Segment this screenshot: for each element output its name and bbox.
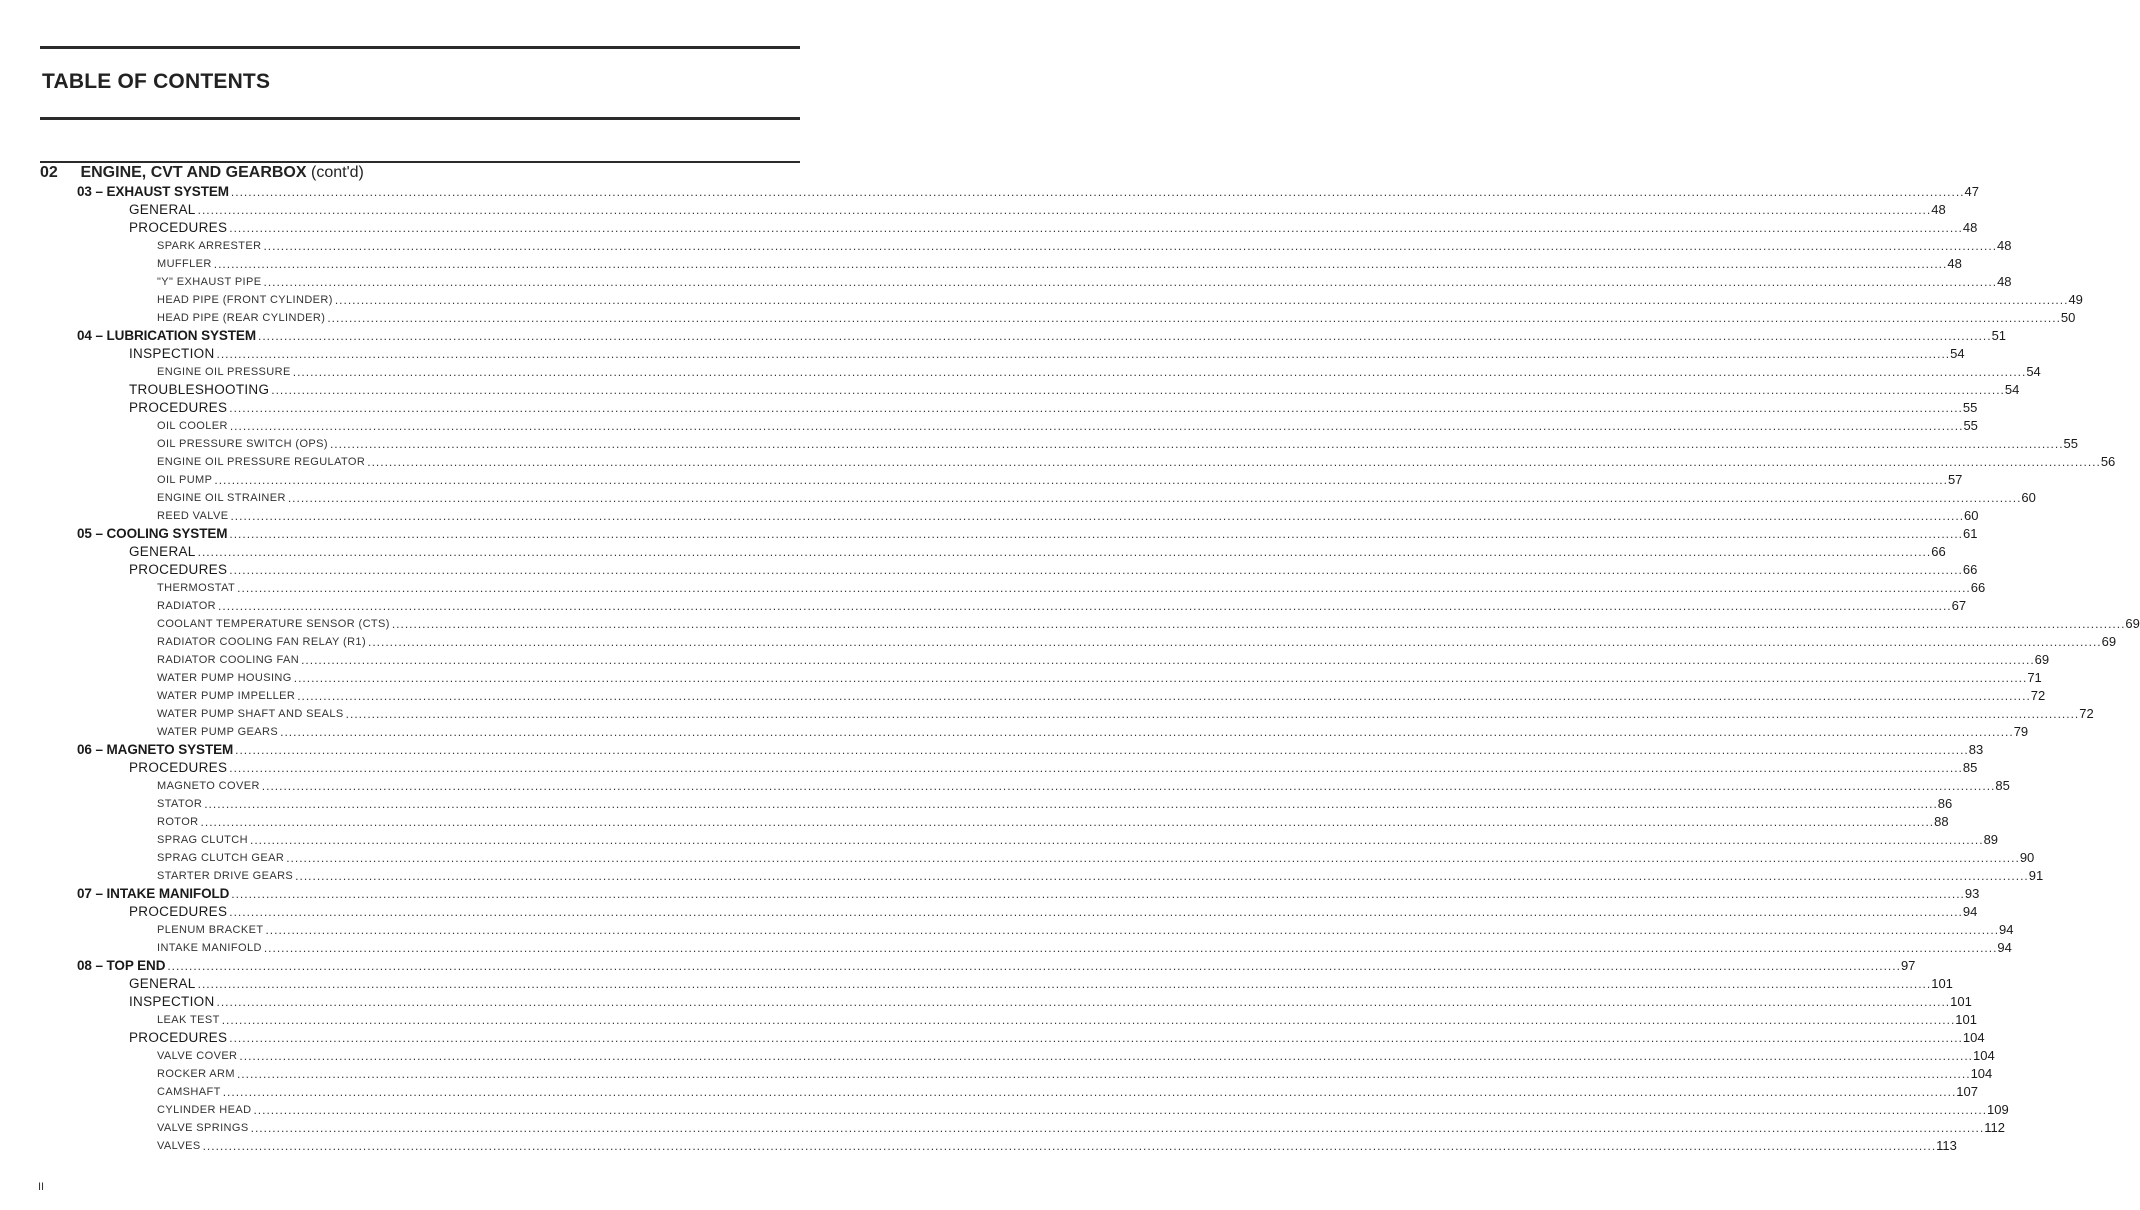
toc-leader-dots: ................................................................................................................................................................................................................................................................................................................................................................................................................: [249, 833, 1984, 847]
toc-leader-dots: ................................................................................................................................................................................................................................................................................................................................................................................................................: [236, 1067, 1971, 1081]
toc-entry-label: HEAD PIPE (REAR CYLINDER): [157, 309, 327, 327]
toc-entry-label: SPRAG CLUTCH GEAR: [157, 849, 286, 867]
toc-leader-dots: ................................................................................................................................................................................................................................................................................................................................................................................................................: [237, 581, 1971, 595]
toc-entry[interactable]: [0, 381, 2020, 399]
toc-entry-label: WATER PUMP IMPELLER: [157, 687, 297, 705]
toc-entry-label: PROCEDURES: [129, 1030, 228, 1045]
toc-leader-dots: ................................................................................................................................................................................................................................................................................................................................................................................................................: [265, 923, 2000, 937]
toc-entry[interactable]: [0, 723, 2029, 741]
toc-leader-dots: ................................................................................................................................................................................................................................................................................................................................................................................................................: [253, 1103, 1988, 1117]
toc-entry[interactable]: [0, 543, 1946, 561]
toc-entry-page: 57: [1947, 472, 1963, 487]
toc-entry-label: 08 – TOP END: [77, 958, 166, 973]
toc-entry-page: 67: [1951, 598, 1967, 613]
toc-entry[interactable]: [0, 993, 1972, 1011]
toc-entry-page: 94: [1999, 922, 2014, 937]
toc-leader-dots: ................................................................................................................................................................................................................................................................................................................................................................................................................: [229, 527, 1963, 541]
toc-entry-label: PROCEDURES: [129, 760, 228, 775]
toc-entry[interactable]: [0, 831, 1999, 849]
toc-leader-dots: ................................................................................................................................................................................................................................................................................................................................................................................................................: [280, 725, 2014, 739]
toc-entry-page: 66: [1931, 544, 1946, 559]
toc-entry-label: STATOR: [157, 795, 204, 813]
toc-entry[interactable]: [0, 633, 2117, 651]
toc-leader-dots: ................................................................................................................................................................................................................................................................................................................................................................................................................: [263, 275, 1998, 289]
toc-leader-dots: ................................................................................................................................................................................................................................................................................................................................................................................................................: [216, 347, 1951, 361]
toc-entry-label: WATER PUMP SHAFT AND SEALS: [157, 705, 346, 723]
toc-leader-dots: ................................................................................................................................................................................................................................................................................................................................................................................................................: [368, 635, 2102, 649]
toc-entry-label: ENGINE OIL PRESSURE: [157, 363, 293, 381]
toc-entry[interactable]: [0, 705, 2094, 723]
toc-entry[interactable]: [0, 291, 2083, 309]
toc-leader-dots: ................................................................................................................................................................................................................................................................................................................................................................................................................: [263, 941, 1998, 955]
toc-entry-page: 54: [2004, 382, 2020, 397]
toc-entry-page: 51: [1991, 328, 2007, 343]
toc-entry-label: RADIATOR COOLING FAN: [157, 651, 301, 669]
toc-leader-dots: ................................................................................................................................................................................................................................................................................................................................................................................................................: [287, 491, 2022, 505]
toc-entry[interactable]: [0, 759, 1978, 777]
toc-entry-label: VALVE COVER: [157, 1047, 239, 1065]
toc-entry[interactable]: [0, 1119, 2005, 1137]
top-rule: [40, 46, 800, 49]
toc-entry-page: 79: [2013, 724, 2029, 739]
toc-leader-dots: ................................................................................................................................................................................................................................................................................................................................................................................................................: [391, 617, 2126, 631]
toc-leader-dots: ................................................................................................................................................................................................................................................................................................................................................................................................................: [334, 293, 2069, 307]
toc-leader-dots: ................................................................................................................................................................................................................................................................................................................................................................................................................: [197, 203, 1932, 217]
toc-entry-page: 60: [1964, 508, 1979, 523]
toc-entry[interactable]: [0, 957, 1916, 975]
toc-entry-page: 101: [1955, 1012, 1977, 1027]
toc-entry-page: 72: [2079, 706, 2094, 721]
chapter-name: ENGINE, CVT AND GEARBOX: [80, 164, 307, 181]
toc-entry[interactable]: [0, 255, 1962, 273]
toc-leader-dots: ................................................................................................................................................................................................................................................................................................................................................................................................................: [250, 1121, 1985, 1135]
toc-entry-label: INSPECTION: [129, 346, 215, 361]
toc-entry-label: 04 – LUBRICATION SYSTEM: [77, 328, 256, 343]
toc-leader-dots: ................................................................................................................................................................................................................................................................................................................................................................................................................: [229, 419, 1964, 433]
toc-entry-label: RADIATOR: [157, 597, 218, 615]
toc-entry[interactable]: [0, 345, 1965, 363]
toc-entry[interactable]: [0, 687, 2046, 705]
toc-entry-label: RADIATOR COOLING FAN RELAY (R1): [157, 633, 368, 651]
toc-entry-page: 109: [1987, 1102, 2009, 1117]
title-rule: [40, 117, 800, 120]
toc-entry-page: 50: [2060, 310, 2076, 325]
toc-entry-page: 48: [1931, 202, 1946, 217]
toc-entry-page: 89: [1983, 832, 1999, 847]
toc-list: [0, 183, 2140, 1155]
toc-entry-page: 72: [2030, 688, 2046, 703]
toc-entry[interactable]: [0, 615, 2140, 633]
toc-entry[interactable]: [0, 1083, 1978, 1101]
toc-leader-dots: ................................................................................................................................................................................................................................................................................................................................................................................................................: [218, 599, 1952, 613]
toc-entry-label: 06 – MAGNETO SYSTEM: [77, 742, 234, 757]
toc-entry-label: COOLANT TEMPERATURE SENSOR (CTS): [157, 615, 392, 633]
toc-leader-dots: ................................................................................................................................................................................................................................................................................................................................................................................................................: [297, 689, 2031, 703]
toc-leader-dots: ................................................................................................................................................................................................................................................................................................................................................................................................................: [239, 1049, 1974, 1063]
toc-entry-page: 101: [1950, 994, 1972, 1009]
toc-entry-label: GENERAL: [129, 976, 196, 991]
toc-entry-label: THERMOSTAT: [157, 579, 237, 597]
toc-entry-label: WATER PUMP GEARS: [157, 723, 280, 741]
toc-entry[interactable]: [0, 1011, 1977, 1029]
toc-entry-label: INTAKE MANIFOLD: [157, 939, 264, 957]
toc-entry-page: 47: [1964, 184, 1979, 199]
toc-entry[interactable]: [0, 867, 2044, 885]
toc-entry[interactable]: [0, 201, 1946, 219]
toc-entry-page: 86: [1937, 796, 1953, 811]
toc-entry-label: 03 – EXHAUST SYSTEM: [77, 184, 229, 199]
toc-entry[interactable]: [0, 579, 1986, 597]
toc-entry-page: 49: [2068, 292, 2083, 307]
toc-entry-label: INSPECTION: [129, 994, 215, 1009]
toc-entry-label: PROCEDURES: [129, 400, 228, 415]
toc-leader-dots: ................................................................................................................................................................................................................................................................................................................................................................................................................: [229, 563, 1963, 577]
toc-leader-dots: ................................................................................................................................................................................................................................................................................................................................................................................................................: [271, 383, 2005, 397]
toc-leader-dots: ................................................................................................................................................................................................................................................................................................................................................................................................................: [230, 185, 1965, 199]
toc-entry-page: 97: [1900, 958, 1916, 973]
toc-entry[interactable]: [0, 651, 2050, 669]
toc-entry-page: 107: [1956, 1084, 1978, 1099]
toc-entry-page: 104: [1970, 1066, 1993, 1081]
toc-entry-label: SPARK ARRESTER: [157, 237, 263, 255]
toc-leader-dots: ................................................................................................................................................................................................................................................................................................................................................................................................................: [230, 509, 1965, 523]
toc-leader-dots: ................................................................................................................................................................................................................................................................................................................................................................................................................: [204, 797, 1938, 811]
toc-entry-page: 56: [2100, 454, 2116, 469]
toc-entry[interactable]: [0, 183, 1979, 201]
toc-entry[interactable]: [0, 237, 2012, 255]
toc-entry-page: 48: [1997, 274, 2012, 289]
toc-entry-label: ENGINE OIL STRAINER: [157, 489, 288, 507]
toc-entry-label: PROCEDURES: [129, 220, 228, 235]
toc-entry[interactable]: [0, 975, 1953, 993]
toc-leader-dots: ................................................................................................................................................................................................................................................................................................................................................................................................................: [229, 1031, 1963, 1045]
toc-entry[interactable]: [0, 669, 2042, 687]
toc-entry-label: PROCEDURES: [129, 904, 228, 919]
toc-entry-page: 94: [1962, 904, 1978, 919]
toc-entry-page: 85: [1962, 760, 1978, 775]
toc-entry-label: TROUBLESHOOTING: [129, 382, 270, 397]
toc-entry-label: STARTER DRIVE GEARS: [157, 867, 295, 885]
toc-entry-page: 88: [1934, 814, 1949, 829]
toc-entry[interactable]: [0, 219, 1978, 237]
toc-entry-page: 48: [1997, 238, 2012, 253]
toc-leader-dots: ................................................................................................................................................................................................................................................................................................................................................................................................................: [301, 653, 2035, 667]
toc-entry-page: 113: [1936, 1138, 1957, 1153]
toc-leader-dots: ................................................................................................................................................................................................................................................................................................................................................................................................................: [261, 779, 1996, 793]
toc-entry-page: 66: [1962, 562, 1978, 577]
toc-entry[interactable]: [0, 903, 1978, 921]
toc-entry-page: 55: [2063, 436, 2079, 451]
toc-entry-page: 54: [2026, 364, 2041, 379]
toc-leader-dots: ................................................................................................................................................................................................................................................................................................................................................................................................................: [200, 815, 1935, 829]
toc-entry-label: ROCKER ARM: [157, 1065, 237, 1083]
toc-leader-dots: ................................................................................................................................................................................................................................................................................................................................................................................................................: [202, 1139, 1937, 1153]
toc-entry-page: 112: [1984, 1120, 2005, 1135]
toc-entry-label: VALVES: [157, 1137, 203, 1155]
toc-leader-dots: ................................................................................................................................................................................................................................................................................................................................................................................................................: [231, 887, 1965, 901]
toc-entry[interactable]: [0, 849, 2035, 867]
toc-entry[interactable]: [0, 813, 1949, 831]
toc-entry[interactable]: [0, 777, 2010, 795]
toc-leader-dots: ................................................................................................................................................................................................................................................................................................................................................................................................................: [197, 977, 1932, 991]
toc-entry[interactable]: [0, 1101, 2009, 1119]
toc-entry[interactable]: [0, 327, 2007, 345]
toc-leader-dots: ................................................................................................................................................................................................................................................................................................................................................................................................................: [229, 401, 1963, 415]
toc-entry-page: 69: [2125, 616, 2140, 631]
toc-entry-label: REED VALVE: [157, 507, 230, 525]
toc-entry-page: 104: [1973, 1048, 1995, 1063]
chapter-heading: [40, 164, 364, 182]
toc-entry[interactable]: [0, 885, 1980, 903]
toc-entry-page: 48: [1962, 220, 1978, 235]
toc-entry-page: 101: [1931, 976, 1953, 991]
toc-entry-label: MUFFLER: [157, 255, 214, 273]
toc-entry-label: PLENUM BRACKET: [157, 921, 265, 939]
toc-leader-dots: ................................................................................................................................................................................................................................................................................................................................................................................................................: [293, 671, 2028, 685]
toc-entry[interactable]: [0, 273, 2012, 291]
toc-leader-dots: ................................................................................................................................................................................................................................................................................................................................................................................................................: [292, 365, 2027, 379]
toc-entry-label: ROTOR: [157, 813, 201, 831]
toc-entry-page: 93: [1964, 886, 1980, 901]
toc-leader-dots: ................................................................................................................................................................................................................................................................................................................................................................................................................: [213, 257, 1948, 271]
toc-leader-dots: ................................................................................................................................................................................................................................................................................................................................................................................................................: [229, 761, 1963, 775]
toc-leader-dots: ................................................................................................................................................................................................................................................................................................................................................................................................................: [329, 437, 2064, 451]
toc-entry-label: CYLINDER HEAD: [157, 1101, 253, 1119]
toc-entry[interactable]: [0, 471, 1963, 489]
toc-entry[interactable]: [0, 525, 1978, 543]
toc-entry-label: VALVE SPRINGS: [157, 1119, 251, 1137]
toc-leader-dots: ................................................................................................................................................................................................................................................................................................................................................................................................................: [229, 221, 1963, 235]
toc-entry-label: PROCEDURES: [129, 562, 228, 577]
toc-entry[interactable]: [0, 921, 2014, 939]
toc-entry[interactable]: [0, 561, 1978, 579]
toc-entry-page: 54: [1950, 346, 1965, 361]
toc-leader-dots: ................................................................................................................................................................................................................................................................................................................................................................................................................: [214, 473, 1948, 487]
toc-entry-label: ENGINE OIL PRESSURE REGULATOR: [157, 453, 367, 471]
toc-entry-label: CAMSHAFT: [157, 1083, 223, 1101]
toc-entry[interactable]: [0, 507, 1979, 525]
toc-leader-dots: ................................................................................................................................................................................................................................................................................................................................................................................................................: [257, 329, 1992, 343]
toc-entry-label: GENERAL: [129, 544, 196, 559]
toc-leader-dots: ................................................................................................................................................................................................................................................................................................................................................................................................................: [286, 851, 2020, 865]
chapter-suffix: (cont'd): [311, 164, 364, 181]
toc-entry-page: 69: [2034, 652, 2050, 667]
toc-entry-page: 60: [2021, 490, 2036, 505]
toc-entry-page: 90: [2019, 850, 2035, 865]
toc-leader-dots: ................................................................................................................................................................................................................................................................................................................................................................................................................: [327, 311, 2061, 325]
toc-entry[interactable]: [0, 417, 1978, 435]
toc-entry-page: 83: [1968, 742, 1984, 757]
toc-entry[interactable]: [0, 597, 1967, 615]
toc-entry[interactable]: [0, 453, 2116, 471]
toc-entry-page: 61: [1962, 526, 1978, 541]
toc-entry-page: 94: [1997, 940, 2012, 955]
toc-entry-label: OIL COOLER: [157, 417, 230, 435]
toc-entry[interactable]: [0, 1029, 1985, 1047]
toc-entry-label: OIL PRESSURE SWITCH (OPS): [157, 435, 330, 453]
toc-entry-label: MAGNETO COVER: [157, 777, 262, 795]
toc-entry-label: GENERAL: [129, 202, 196, 217]
toc-entry-page: 66: [1970, 580, 1986, 595]
toc-entry[interactable]: [0, 1065, 1993, 1083]
toc-entry-page: 55: [1963, 418, 1978, 433]
toc-entry[interactable]: [0, 795, 1953, 813]
toc-entry-label: 07 – INTAKE MANIFOLD: [77, 886, 230, 901]
toc-entry-page: 71: [2027, 670, 2042, 685]
toc-entry[interactable]: [0, 363, 2041, 381]
toc-entry[interactable]: [0, 399, 1978, 417]
toc-entry[interactable]: [0, 939, 2012, 957]
toc-entry-label: 05 – COOLING SYSTEM: [77, 526, 228, 541]
toc-entry-page: 104: [1962, 1030, 1985, 1045]
toc-leader-dots: ................................................................................................................................................................................................................................................................................................................................................................................................................: [295, 869, 2029, 883]
toc-leader-dots: ................................................................................................................................................................................................................................................................................................................................................................................................................: [221, 1013, 1956, 1027]
toc-leader-dots: ................................................................................................................................................................................................................................................................................................................................................................................................................: [197, 545, 1932, 559]
toc-entry-label: WATER PUMP HOUSING: [157, 669, 294, 687]
toc-leader-dots: ................................................................................................................................................................................................................................................................................................................................................................................................................: [345, 707, 2080, 721]
chapter-number: 02: [40, 164, 58, 181]
toc-leader-dots: ................................................................................................................................................................................................................................................................................................................................................................................................................: [216, 995, 1951, 1009]
toc-entry-page: 48: [1947, 256, 1962, 271]
toc-entry-page: 91: [2028, 868, 2044, 883]
toc-entry-label: "Y" EXHAUST PIPE: [157, 273, 263, 291]
page-title: TABLE OF CONTENTS: [42, 70, 271, 93]
toc-leader-dots: ................................................................................................................................................................................................................................................................................................................................................................................................................: [229, 905, 1963, 919]
toc-entry[interactable]: [0, 309, 2076, 327]
toc-entry[interactable]: [0, 1047, 1995, 1065]
section-rule: [40, 161, 800, 163]
toc-leader-dots: ................................................................................................................................................................................................................................................................................................................................................................................................................: [167, 959, 1901, 973]
toc-entry-label: LEAK TEST: [157, 1011, 222, 1029]
page-number: II: [38, 1181, 45, 1193]
toc-entry-label: SPRAG CLUTCH: [157, 831, 250, 849]
toc-entry[interactable]: [0, 435, 2079, 453]
toc-entry-page: 85: [1995, 778, 2010, 793]
toc-entry-label: OIL PUMP: [157, 471, 214, 489]
toc-entry[interactable]: [0, 741, 1984, 759]
toc-leader-dots: ................................................................................................................................................................................................................................................................................................................................................................................................................: [263, 239, 1998, 253]
toc-entry-label: HEAD PIPE (FRONT CYLINDER): [157, 291, 335, 309]
toc-leader-dots: ................................................................................................................................................................................................................................................................................................................................................................................................................: [222, 1085, 1957, 1099]
toc-leader-dots: ................................................................................................................................................................................................................................................................................................................................................................................................................: [367, 455, 2101, 469]
toc-entry-page: 69: [2101, 634, 2117, 649]
toc-entry[interactable]: [0, 489, 2036, 507]
toc-entry[interactable]: [0, 1137, 1957, 1155]
toc-leader-dots: ................................................................................................................................................................................................................................................................................................................................................................................................................: [235, 743, 1969, 757]
toc-entry-page: 55: [1962, 400, 1978, 415]
